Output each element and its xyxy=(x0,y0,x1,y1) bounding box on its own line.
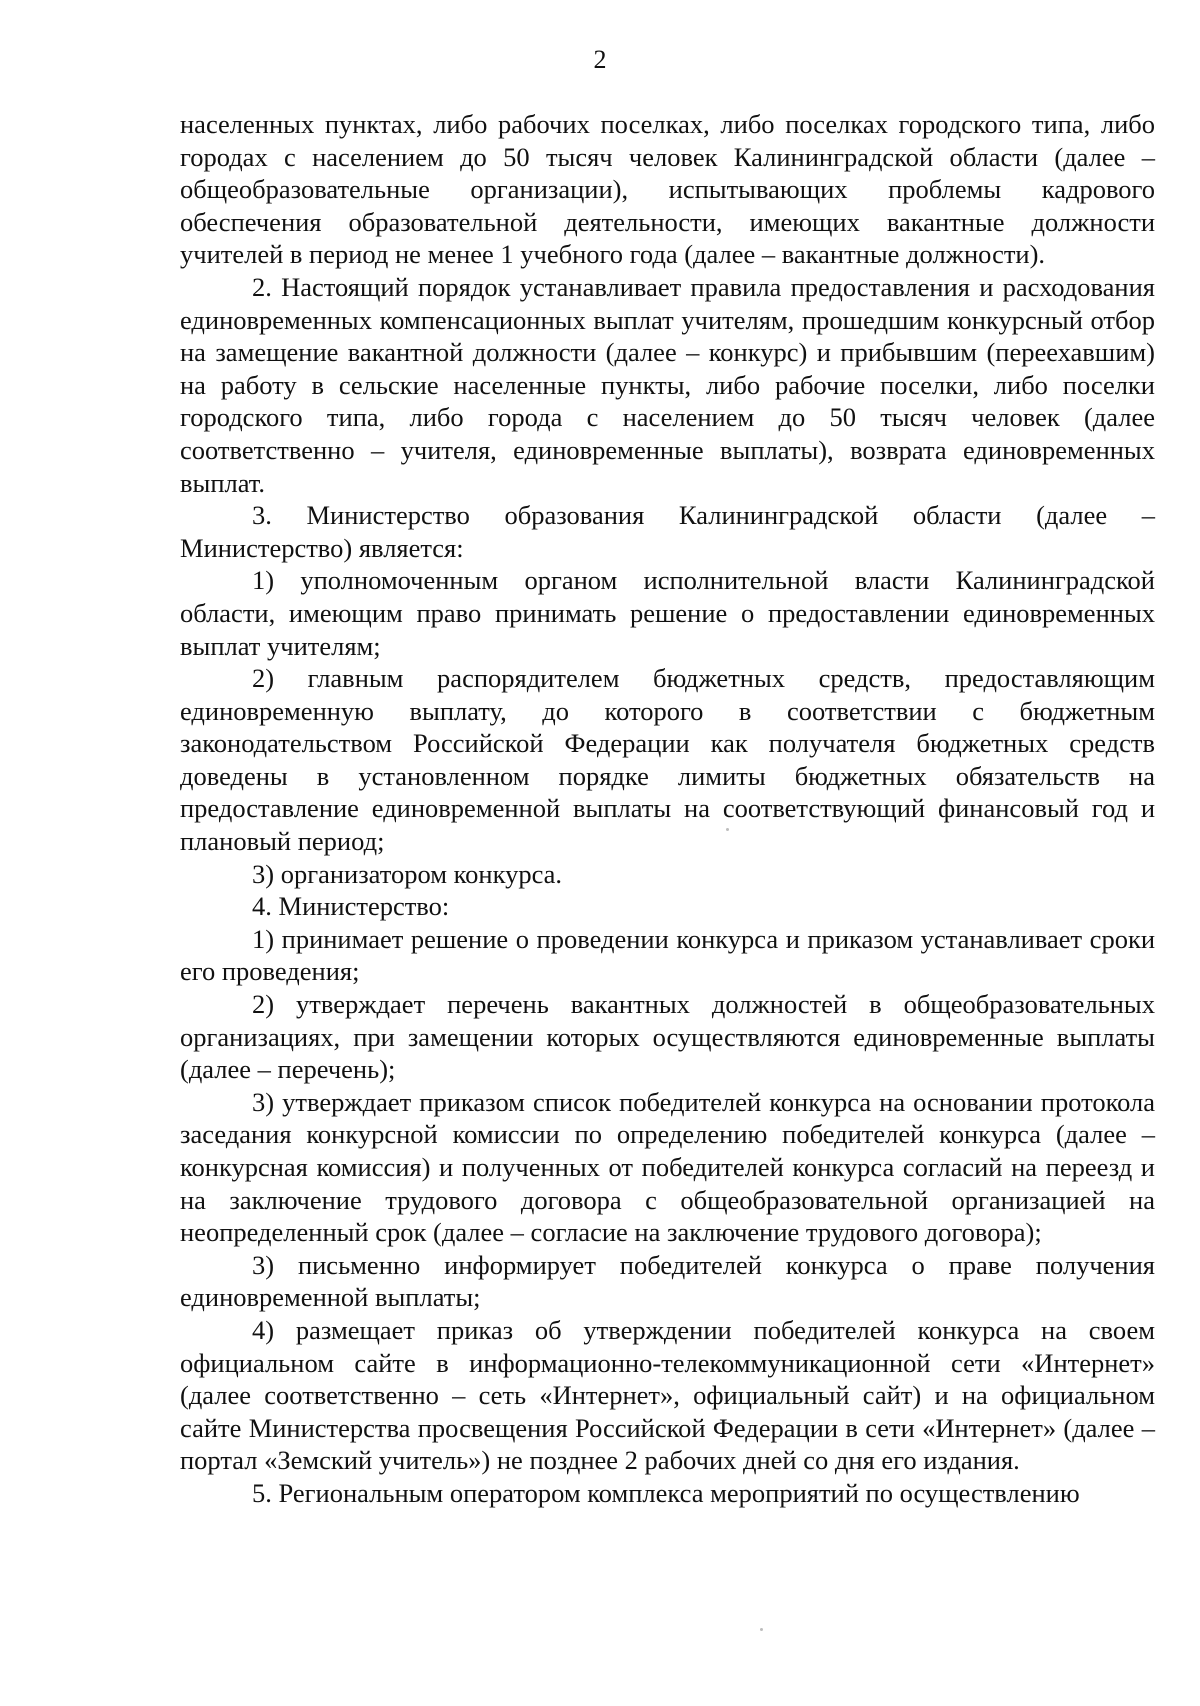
paragraph-clause-4-item-3b: 3) письменно информирует победителей конкурса о праве получения единовременной выплаты; xyxy=(180,1249,1155,1313)
paragraph-1-continuation: населенных пунктах, либо рабочих поселках, либо поселках городского типа, либо городах с населением до 50 тысяч человек Калининградской области (далее – общеобразовательные организации), испытывающих проблемы кадрового обеспечения образовательной деятельности, имеющих вакантные должности учителей в период не менее 1 учебного года (далее – вакантные должности). xyxy=(180,109,1155,270)
paragraph-clause-3: 3. Министерство образования Калининградской области (далее – Министерство) является: xyxy=(180,500,1155,563)
paragraph-clause-4-item-3a: 3) утверждает приказом список победителей конкурса на основании протокола заседания конкурсной комиссии по определению победителей конкурса (далее – конкурсная комиссия) и полученных от победителей конкурса согласий на переезд и на заключение трудового договора с общеобразовательной организацией на неопределенный срок (далее – согласие на заключение трудового договора); xyxy=(180,1086,1155,1248)
paragraph-clause-3-item-3: 3) организатором конкурса. xyxy=(252,858,563,889)
paragraph-clause-2: 2. Настоящий порядок устанавливает правила предоставления и расходования единовременных компенсационных выплат учителям, прошедшим конкурсный отбор на замещение вакантной должности (далее – конкурс) и прибывшим (переехавшим) на работу в сельские населенные пункты, либо рабочие поселки, либо поселки городского типа, либо города с населением до 50 тысяч человек (далее соответственно – учителя, единовременные выплаты), возврата единовременных выплат. xyxy=(180,271,1155,498)
document-body xyxy=(180,108,1155,1510)
paragraph-clause-5: 5. Региональным оператором комплекса мероприятий по осуществлению xyxy=(252,1477,1080,1508)
page-number: 2 xyxy=(593,45,607,74)
scan-speck xyxy=(726,828,729,831)
paragraph-clause-4-item-1: 1) принимает решение о проведении конкурса и приказом устанавливает сроки его проведения; xyxy=(180,923,1155,987)
paragraph-clause-3-item-1: 1) уполномоченным органом исполнительной власти Калининградской области, имеющим право принимать решение о предоставлении единовременных выплат учителям; xyxy=(180,565,1155,661)
paragraph-clause-4-item-4: 4) размещает приказ об утверждении победителей конкурса на своем официальном сайте в информационно-телекоммуникационной сети «Интернет» (далее соответственно – сеть «Интернет», официальный сайт) и на официальном сайте Министерства просвещения Российской Федерации в сети «Интернет» (далее – портал «Земский учитель») не позднее 2 рабочих дней со дня его издания. xyxy=(180,1314,1155,1476)
paragraph-clause-3-item-2: 2) главным распорядителем бюджетных средств, предоставляющим единовременную выплату, до которого в соответствии с бюджетным законодательством Российской Федерации как получателя бюджетных средств доведены в установленном порядке лимиты бюджетных обязательств на предоставление единовременной выплаты на соответствующий финансовый год и плановый период; xyxy=(180,663,1155,857)
scan-speck xyxy=(760,1628,763,1631)
paragraph-clause-4-item-2: 2) утверждает перечень вакантных должностей в общеобразовательных организациях, при замещении которых осуществляются единовременные выплаты (далее – перечень); xyxy=(180,989,1155,1085)
paragraph-clause-4: 4. Министерство: xyxy=(252,891,450,922)
